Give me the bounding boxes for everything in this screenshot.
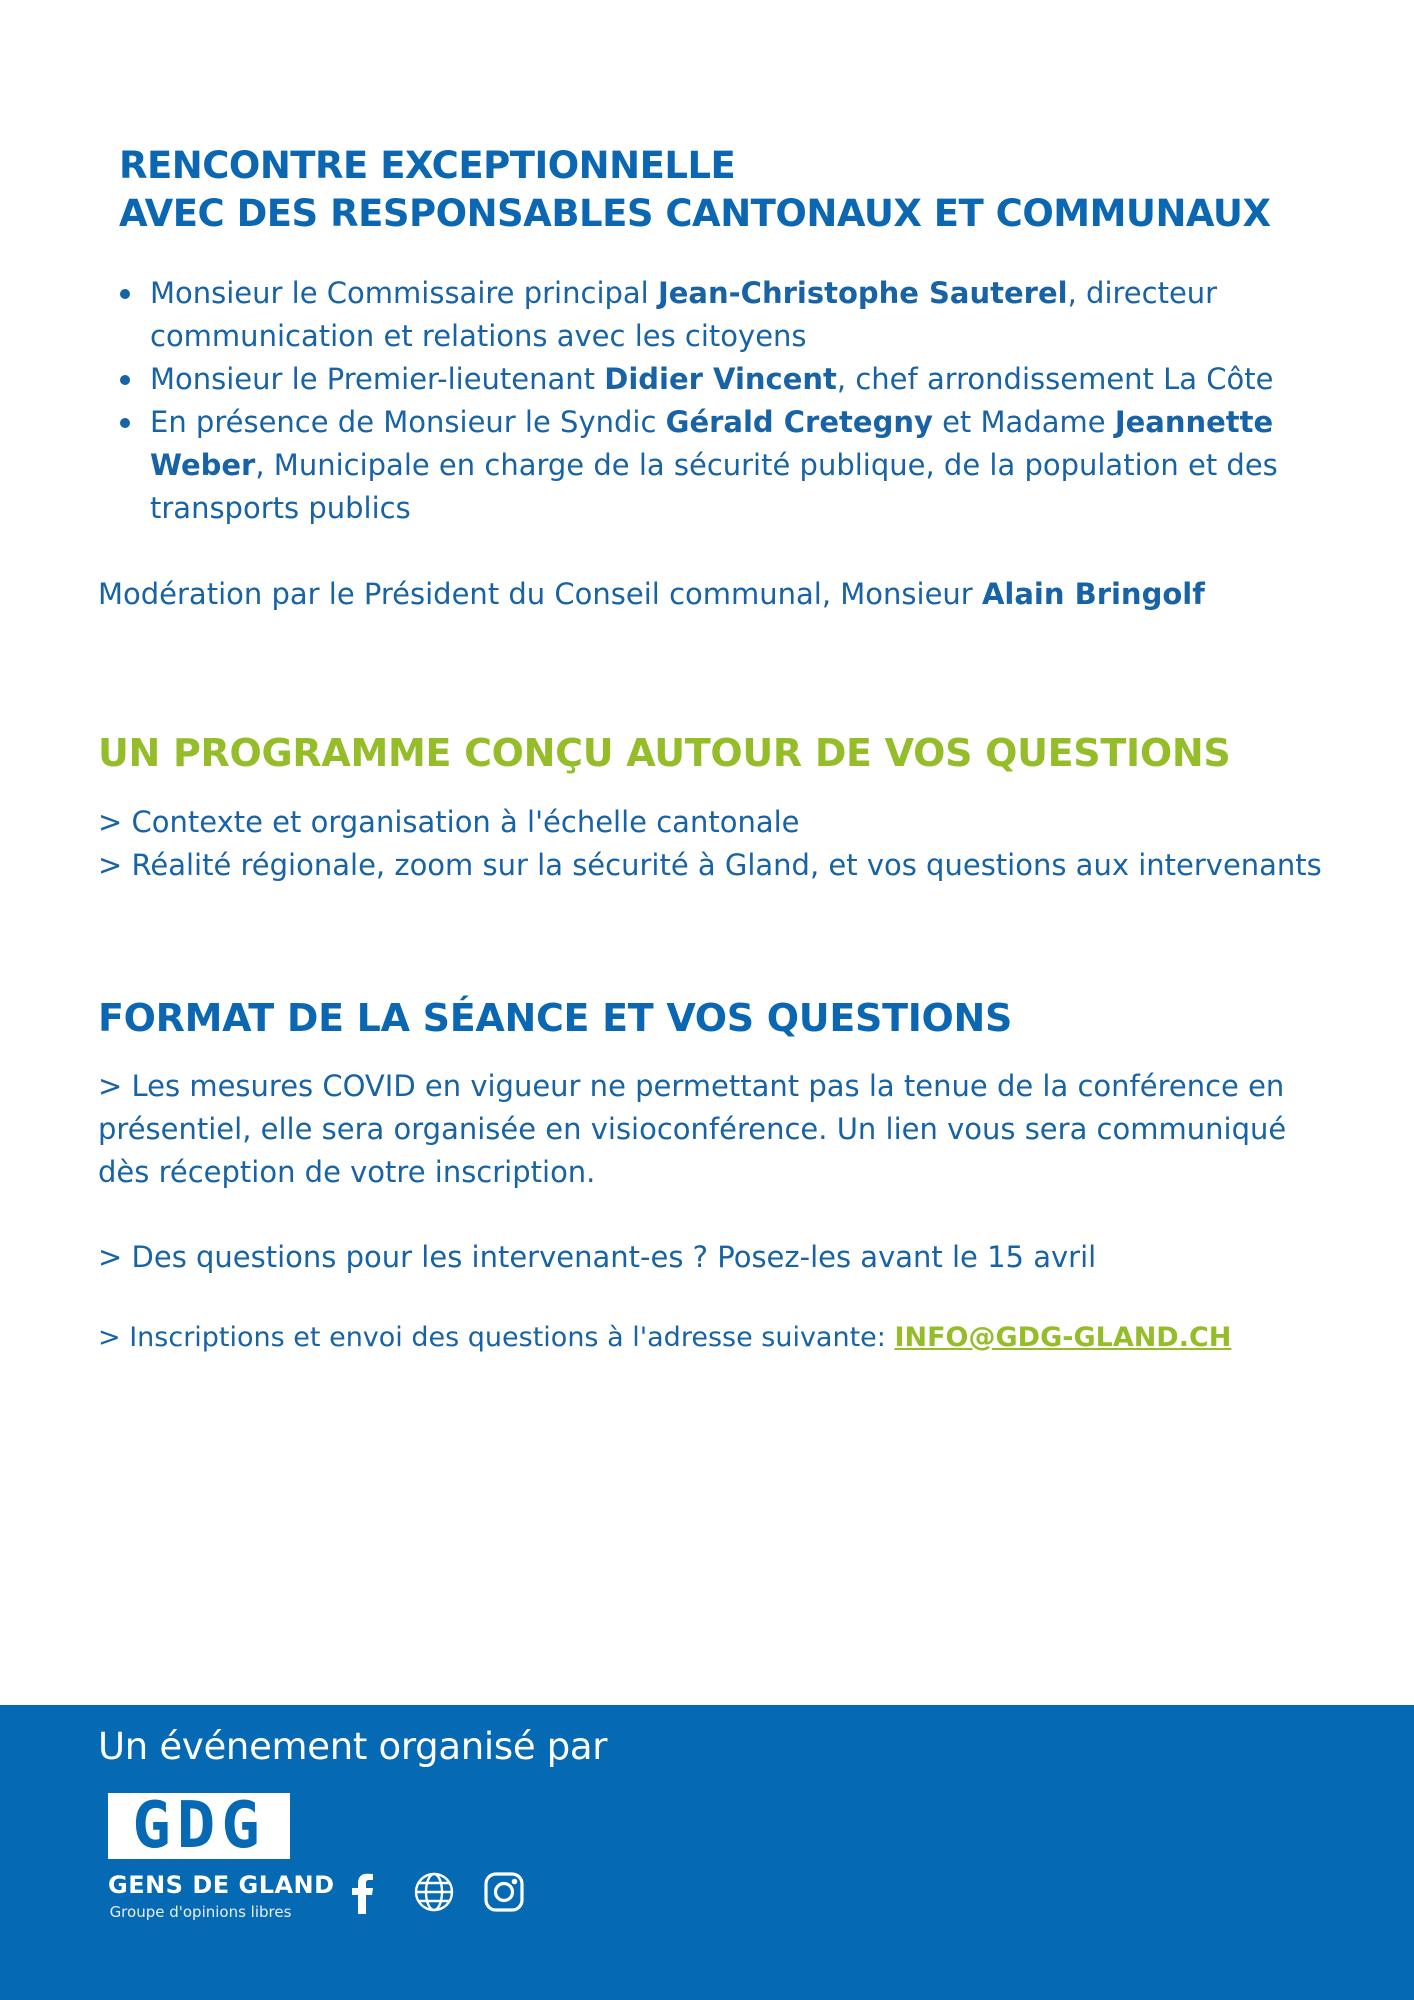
- programme-item: > Contexte et organisation à l'échelle cantonale: [98, 805, 800, 839]
- questions-deadline: > Des questions pour les intervenant-es ? Posez-les avant le 15 avril: [98, 1240, 1097, 1274]
- logo-name: GENS DE GLAND: [108, 1871, 335, 1899]
- email-link[interactable]: INFO@GDG-GLAND.CH: [894, 1322, 1232, 1353]
- inscription-text: > Inscriptions et envoi des questions à l'adresse suivante:: [98, 1322, 895, 1353]
- footer: [0, 1705, 1414, 2000]
- list-item: [150, 358, 1280, 401]
- page-title: [119, 142, 1271, 238]
- title-line-2: AVEC DES RESPONSABLES CANTONAUX ET COMMUNAUX: [119, 192, 1271, 235]
- moderator-name: Alain Bringolf: [981, 577, 1205, 611]
- programme-heading: UN PROGRAMME CONÇU AUTOUR DE VOS QUESTIONS: [98, 731, 1231, 775]
- speaker-name: Jeannette Weber: [150, 405, 1274, 482]
- speaker-name: Didier Vincent: [604, 362, 837, 396]
- speaker-role: Monsieur le Premier-lieutenant: [150, 362, 605, 396]
- organizer-text: Un événement organisé par: [98, 1725, 608, 1768]
- list-item: [150, 401, 1280, 530]
- speaker-role: En présence de Monsieur le Syndic: [150, 405, 666, 439]
- speaker-description: , directeur communication et relations avec les citoyens: [150, 276, 1218, 353]
- title-line-1: RENCONTRE EXCEPTIONNELLE: [119, 144, 736, 187]
- speaker-name: Gérald Cretegny: [665, 405, 933, 439]
- speaker-description: , Municipale en charge de la sécurité publique, de la population et des transports publics: [150, 448, 1278, 525]
- moderation-text: Modération par le Président du Conseil communal, Monsieur: [98, 577, 982, 611]
- instagram-icon[interactable]: [482, 1870, 526, 1914]
- logo-tagline: Groupe d'opinions libres: [109, 1903, 292, 1921]
- list-item: [150, 272, 1280, 358]
- logo-mark: GDG: [108, 1793, 290, 1859]
- speaker-description: , chef arrondissement La Côte: [836, 362, 1274, 396]
- moderation-line: [98, 573, 1338, 616]
- globe-icon[interactable]: [412, 1870, 456, 1914]
- covid-notice: > Les mesures COVID en vigueur ne permettant pas la tenue de la conférence en présentiel, elle sera organisée en visioconférence. Un lien vous sera communiqué dès réception de votre inscription.: [98, 1069, 1287, 1189]
- speaker-connector: et Madame: [932, 405, 1115, 439]
- facebook-icon[interactable]: [341, 1870, 385, 1914]
- speaker-list: [150, 272, 1280, 530]
- programme-item: > Réalité régionale, zoom sur la sécurité à Gland, et vos questions aux intervenants: [98, 848, 1322, 882]
- gdg-logo: [108, 1789, 335, 1928]
- speaker-role: Monsieur le Commissaire principal: [150, 276, 658, 310]
- format-heading: FORMAT DE LA SÉANCE ET VOS QUESTIONS: [98, 996, 1013, 1040]
- speaker-name: Jean-Christophe Sauterel: [657, 276, 1068, 310]
- inscription-line: [98, 1322, 1231, 1353]
